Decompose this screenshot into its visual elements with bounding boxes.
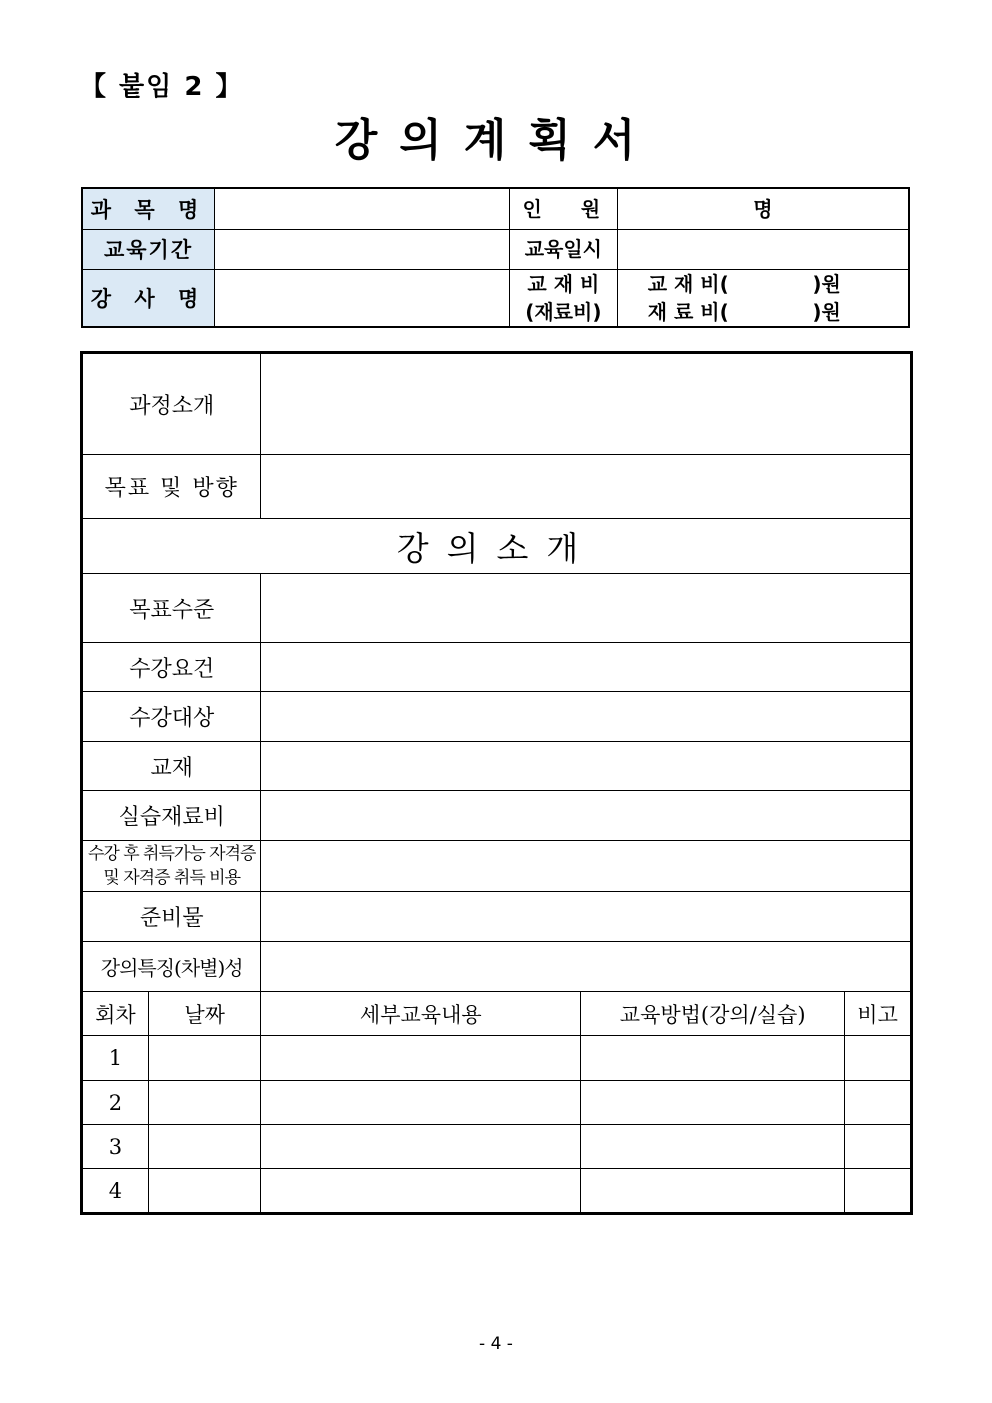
date-cell[interactable] (148, 1125, 261, 1169)
method-cell[interactable] (581, 1125, 845, 1169)
textbook-cost: 교 재 비( )원 (647, 271, 841, 296)
materials-label-line2: (재료비) (525, 299, 602, 324)
course-intro-field[interactable] (261, 353, 912, 455)
schedule-header-remarks: 비고 (845, 992, 912, 1036)
subject-field[interactable] (215, 188, 510, 229)
instructor-field[interactable] (215, 269, 510, 327)
period-field[interactable] (215, 229, 510, 269)
document-title: 강의계획서 (334, 115, 658, 166)
textbook-label: 교재 (82, 742, 261, 791)
materials-label (509, 269, 617, 327)
certificate-label-line2: 및 자격증 취득 비용 (103, 868, 240, 888)
session-number: 2 (82, 1081, 149, 1125)
materials-cost-field[interactable] (617, 269, 909, 327)
remarks-cell[interactable] (845, 1125, 912, 1169)
schedule-header-method: 교육방법(강의/실습) (581, 992, 845, 1036)
datetime-field[interactable] (617, 229, 909, 269)
session-number: 3 (82, 1125, 149, 1169)
materials-label-line1: 교 재 비 (527, 271, 600, 296)
target-level-label: 목표수준 (82, 574, 261, 643)
table-row (82, 1169, 912, 1214)
features-field[interactable] (261, 942, 912, 992)
table-row (82, 1081, 912, 1125)
date-cell[interactable] (148, 1081, 261, 1125)
headcount-label: 인 원 (509, 188, 617, 229)
features-label: 강의특징(차별)성 (82, 942, 261, 992)
method-cell[interactable] (581, 1036, 845, 1081)
schedule-header-content: 세부교육내용 (261, 992, 581, 1036)
goal-direction-label: 목표 및 방향 (82, 455, 261, 519)
lecture-plan-table (80, 351, 913, 1215)
goal-direction-field[interactable] (261, 455, 912, 519)
certificate-field[interactable] (261, 841, 912, 892)
lecture-intro-header: 강의소개 (82, 519, 912, 574)
table-row (82, 1036, 912, 1081)
audience-label: 수강대상 (82, 692, 261, 742)
session-number: 4 (82, 1169, 149, 1214)
method-cell[interactable] (581, 1169, 845, 1214)
schedule-header-date: 날짜 (148, 992, 261, 1036)
date-cell[interactable] (148, 1036, 261, 1081)
content-cell[interactable] (261, 1081, 581, 1125)
session-number: 1 (82, 1036, 149, 1081)
period-label: 교육기간 (82, 229, 215, 269)
certificate-label (82, 841, 261, 892)
page-number: - 4 - (479, 1334, 513, 1354)
remarks-cell[interactable] (845, 1081, 912, 1125)
remarks-cell[interactable] (845, 1036, 912, 1081)
date-cell[interactable] (148, 1169, 261, 1214)
content-cell[interactable] (261, 1125, 581, 1169)
attachment-label: 【 붙임 2 】 (80, 72, 244, 102)
target-level-field[interactable] (261, 574, 912, 643)
course-intro-label: 과정소개 (82, 353, 261, 455)
headcount-unit: 명 (753, 196, 773, 221)
requirements-label: 수강요건 (82, 643, 261, 692)
material-cost: 재 료 비( )원 (647, 299, 841, 324)
supplies-field[interactable] (261, 892, 912, 942)
course-info-table (81, 187, 910, 328)
method-cell[interactable] (581, 1081, 845, 1125)
content-cell[interactable] (261, 1169, 581, 1214)
instructor-label: 강 사 명 (82, 269, 215, 327)
headcount-field[interactable] (617, 188, 909, 229)
audience-field[interactable] (261, 692, 912, 742)
textbook-field[interactable] (261, 742, 912, 791)
practice-material-cost-label: 실습재료비 (82, 791, 261, 841)
requirements-field[interactable] (261, 643, 912, 692)
content-cell[interactable] (261, 1036, 581, 1081)
table-row (82, 1125, 912, 1169)
datetime-label: 교육일시 (509, 229, 617, 269)
practice-material-cost-field[interactable] (261, 791, 912, 841)
schedule-header-session: 회차 (82, 992, 149, 1036)
certificate-label-line1: 수강 후 취득가능 자격증 (87, 844, 256, 864)
remarks-cell[interactable] (845, 1169, 912, 1214)
supplies-label: 준비물 (82, 892, 261, 942)
subject-label: 과 목 명 (82, 188, 215, 229)
